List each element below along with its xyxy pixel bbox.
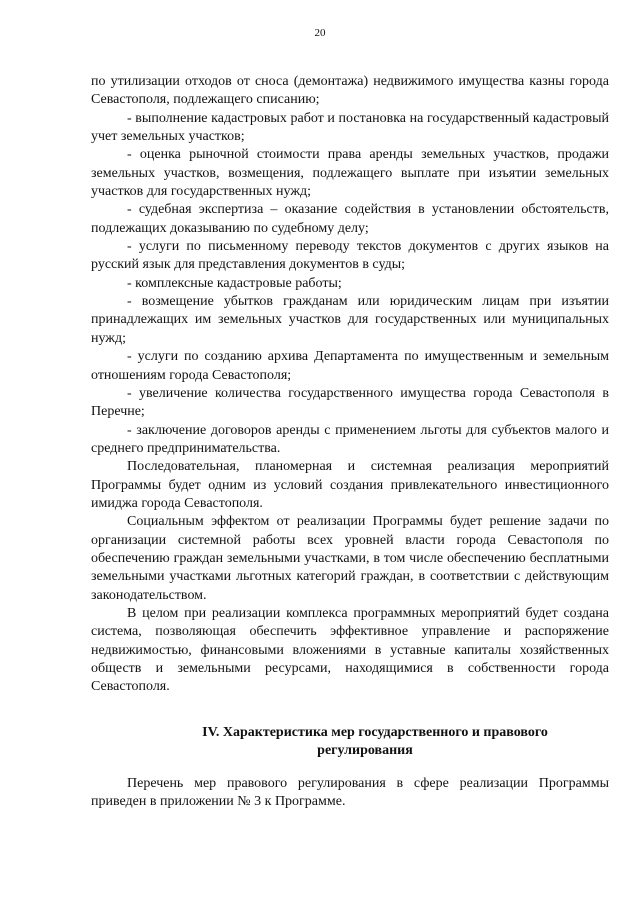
list-item: - выполнение кадастровых работ и постановка на государственный кадастровый учет земельных участков; [91, 110, 609, 145]
list-item: - возмещение убытков гражданам или юридическим лицам при изъятии принадлежащих им земельных участков для государственных или муниципальных нужд; [91, 294, 609, 346]
list-item: - оценка рыночной стоимости права аренды земельных участков, продажи земельных участков, возмещения, подлежащего выплате при изъятии земельных участков для государственных нужд; [91, 147, 609, 200]
list-item: - комплексные кадастровые работы; [127, 275, 342, 291]
paragraph: Социальным эффектом от реализации Программы будет решение задачи по организации системной работы всех уровней власти города Севастополя по обеспечению граждан земельными участками, в том числе обеспечению бесплатными земельными участками льготных категорий граждан, в соответствии с действующим законодательством. [91, 514, 609, 603]
body-text [91, 73, 609, 697]
paragraph: по утилизации отходов от сноса (демонтажа) недвижимого имущества казны города Севастополя, подлежащего списанию; [91, 74, 609, 108]
list-item: - увеличение количества государственного имущества города Севастополя в Перечне; [91, 385, 609, 420]
list-item: - заключение договоров аренды с применением льготы для субъектов малого и среднего предпринимательства. [91, 422, 609, 456]
closing-paragraph: Перечень мер правового регулирования в сфере реализации Программы приведен в приложении № 3 к Программе. [91, 776, 609, 810]
page-number: 20 [314, 27, 326, 39]
section-heading-line: IV. Характеристика мер государственного и правового [202, 725, 548, 740]
section-heading [91, 724, 609, 761]
list-item: - услуги по созданию архива Департамента по имущественным и земельным отношениям города Севастополя; [91, 349, 609, 383]
paragraph: В целом при реализации комплекса программных мероприятий будет создана система, позволяющая обеспечить эффективное управление и распоряжение недвижимостью, финансовыми вложениями в уставные капиталы хозяйственных обществ и земельными ресурсами, находящимися в собственности города Севастополя. [91, 605, 609, 695]
section-heading-line: регулирования [317, 743, 413, 759]
list-item: - услуги по письменному переводу текстов документов с других языков на русский язык для представления документов в суды; [91, 239, 609, 273]
list-item: - судебная экспертиза – оказание содействия в установлении обстоятельств, подлежащих доказыванию по судебному делу; [91, 202, 609, 236]
paragraph: Последовательная, планомерная и системная реализация мероприятий Программы будет одним из условий создания привлекательного инвестиционного имиджа города Севастополя. [91, 459, 609, 511]
